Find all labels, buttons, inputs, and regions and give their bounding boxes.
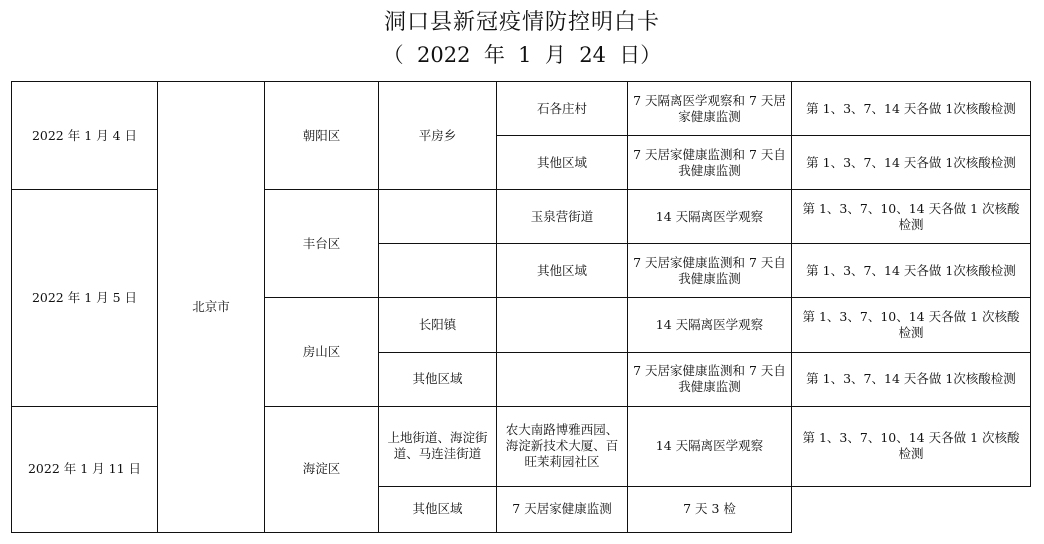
area-cell: 其他区域 (497, 244, 628, 298)
measure-cell: 14 天隔离医学观察 (628, 190, 792, 244)
table-row (12, 82, 1031, 136)
area-cell: 石各庄村 (497, 82, 628, 136)
test-cell: 第 1、3、7、14 天各做 1次核酸检测 (792, 82, 1031, 136)
town-cell (379, 244, 497, 298)
measure-cell: 14 天隔离医学观察 (628, 406, 792, 486)
area-cell: 玉泉营街道 (497, 190, 628, 244)
town-cell: 平房乡 (379, 82, 497, 190)
city-cell: 北京市 (158, 82, 265, 533)
district-cell: 朝阳区 (265, 82, 379, 190)
measure-cell: 7 天居家健康监测和 7 天自我健康监测 (628, 352, 792, 406)
date-cell: 2022 年 1 月 5 日 (12, 190, 158, 406)
document-title: 洞口县新冠疫情防控明白卡 (383, 10, 660, 35)
date-cell: 2022 年 1 月 11 日 (12, 406, 158, 532)
date-cell: 2022 年 1 月 4 日 (12, 82, 158, 190)
district-cell: 丰台区 (265, 190, 379, 298)
area-cell: 其他区域 (379, 486, 497, 532)
test-cell: 第 1、3、7、10、14 天各做 1 次核酸检测 (792, 190, 1031, 244)
town-cell: 长阳镇 (379, 298, 497, 352)
test-cell: 第 1、3、7、14 天各做 1次核酸检测 (792, 136, 1031, 190)
measure-cell: 7 天居家健康监测和 7 天自我健康监测 (628, 244, 792, 298)
test-cell: 第 1、3、7、10、14 天各做 1 次核酸检测 (792, 406, 1031, 486)
measure-cell: 7 天隔离医学观察和 7 天居家健康监测 (628, 82, 792, 136)
area-cell (497, 352, 628, 406)
town-cell (379, 190, 497, 244)
test-cell: 第 1、3、7、10、14 天各做 1 次核酸检测 (792, 298, 1031, 352)
test-cell: 第 1、3、7、14 天各做 1次核酸检测 (792, 244, 1031, 298)
measure-cell: 7 天居家健康监测和 7 天自我健康监测 (628, 136, 792, 190)
test-cell: 7 天 3 检 (628, 486, 792, 532)
epidemic-control-table (11, 81, 1031, 533)
district-cell: 海淀区 (265, 406, 379, 532)
measure-cell: 7 天居家健康监测 (497, 486, 628, 532)
test-cell: 第 1、3、7、14 天各做 1次核酸检测 (792, 352, 1031, 406)
town-cell: 其他区域 (379, 352, 497, 406)
document-date: （ 2022 年 1 月 24 日） (382, 43, 662, 67)
district-cell: 房山区 (265, 298, 379, 406)
measure-cell: 14 天隔离医学观察 (628, 298, 792, 352)
area-cell: 农大南路博雅西园、海淀新技术大厦、百旺茉莉园社区 (497, 406, 628, 486)
area-cell: 其他区域 (497, 136, 628, 190)
town-cell: 上地街道、海淀街道、马连洼街道 (379, 406, 497, 486)
area-cell (497, 298, 628, 352)
